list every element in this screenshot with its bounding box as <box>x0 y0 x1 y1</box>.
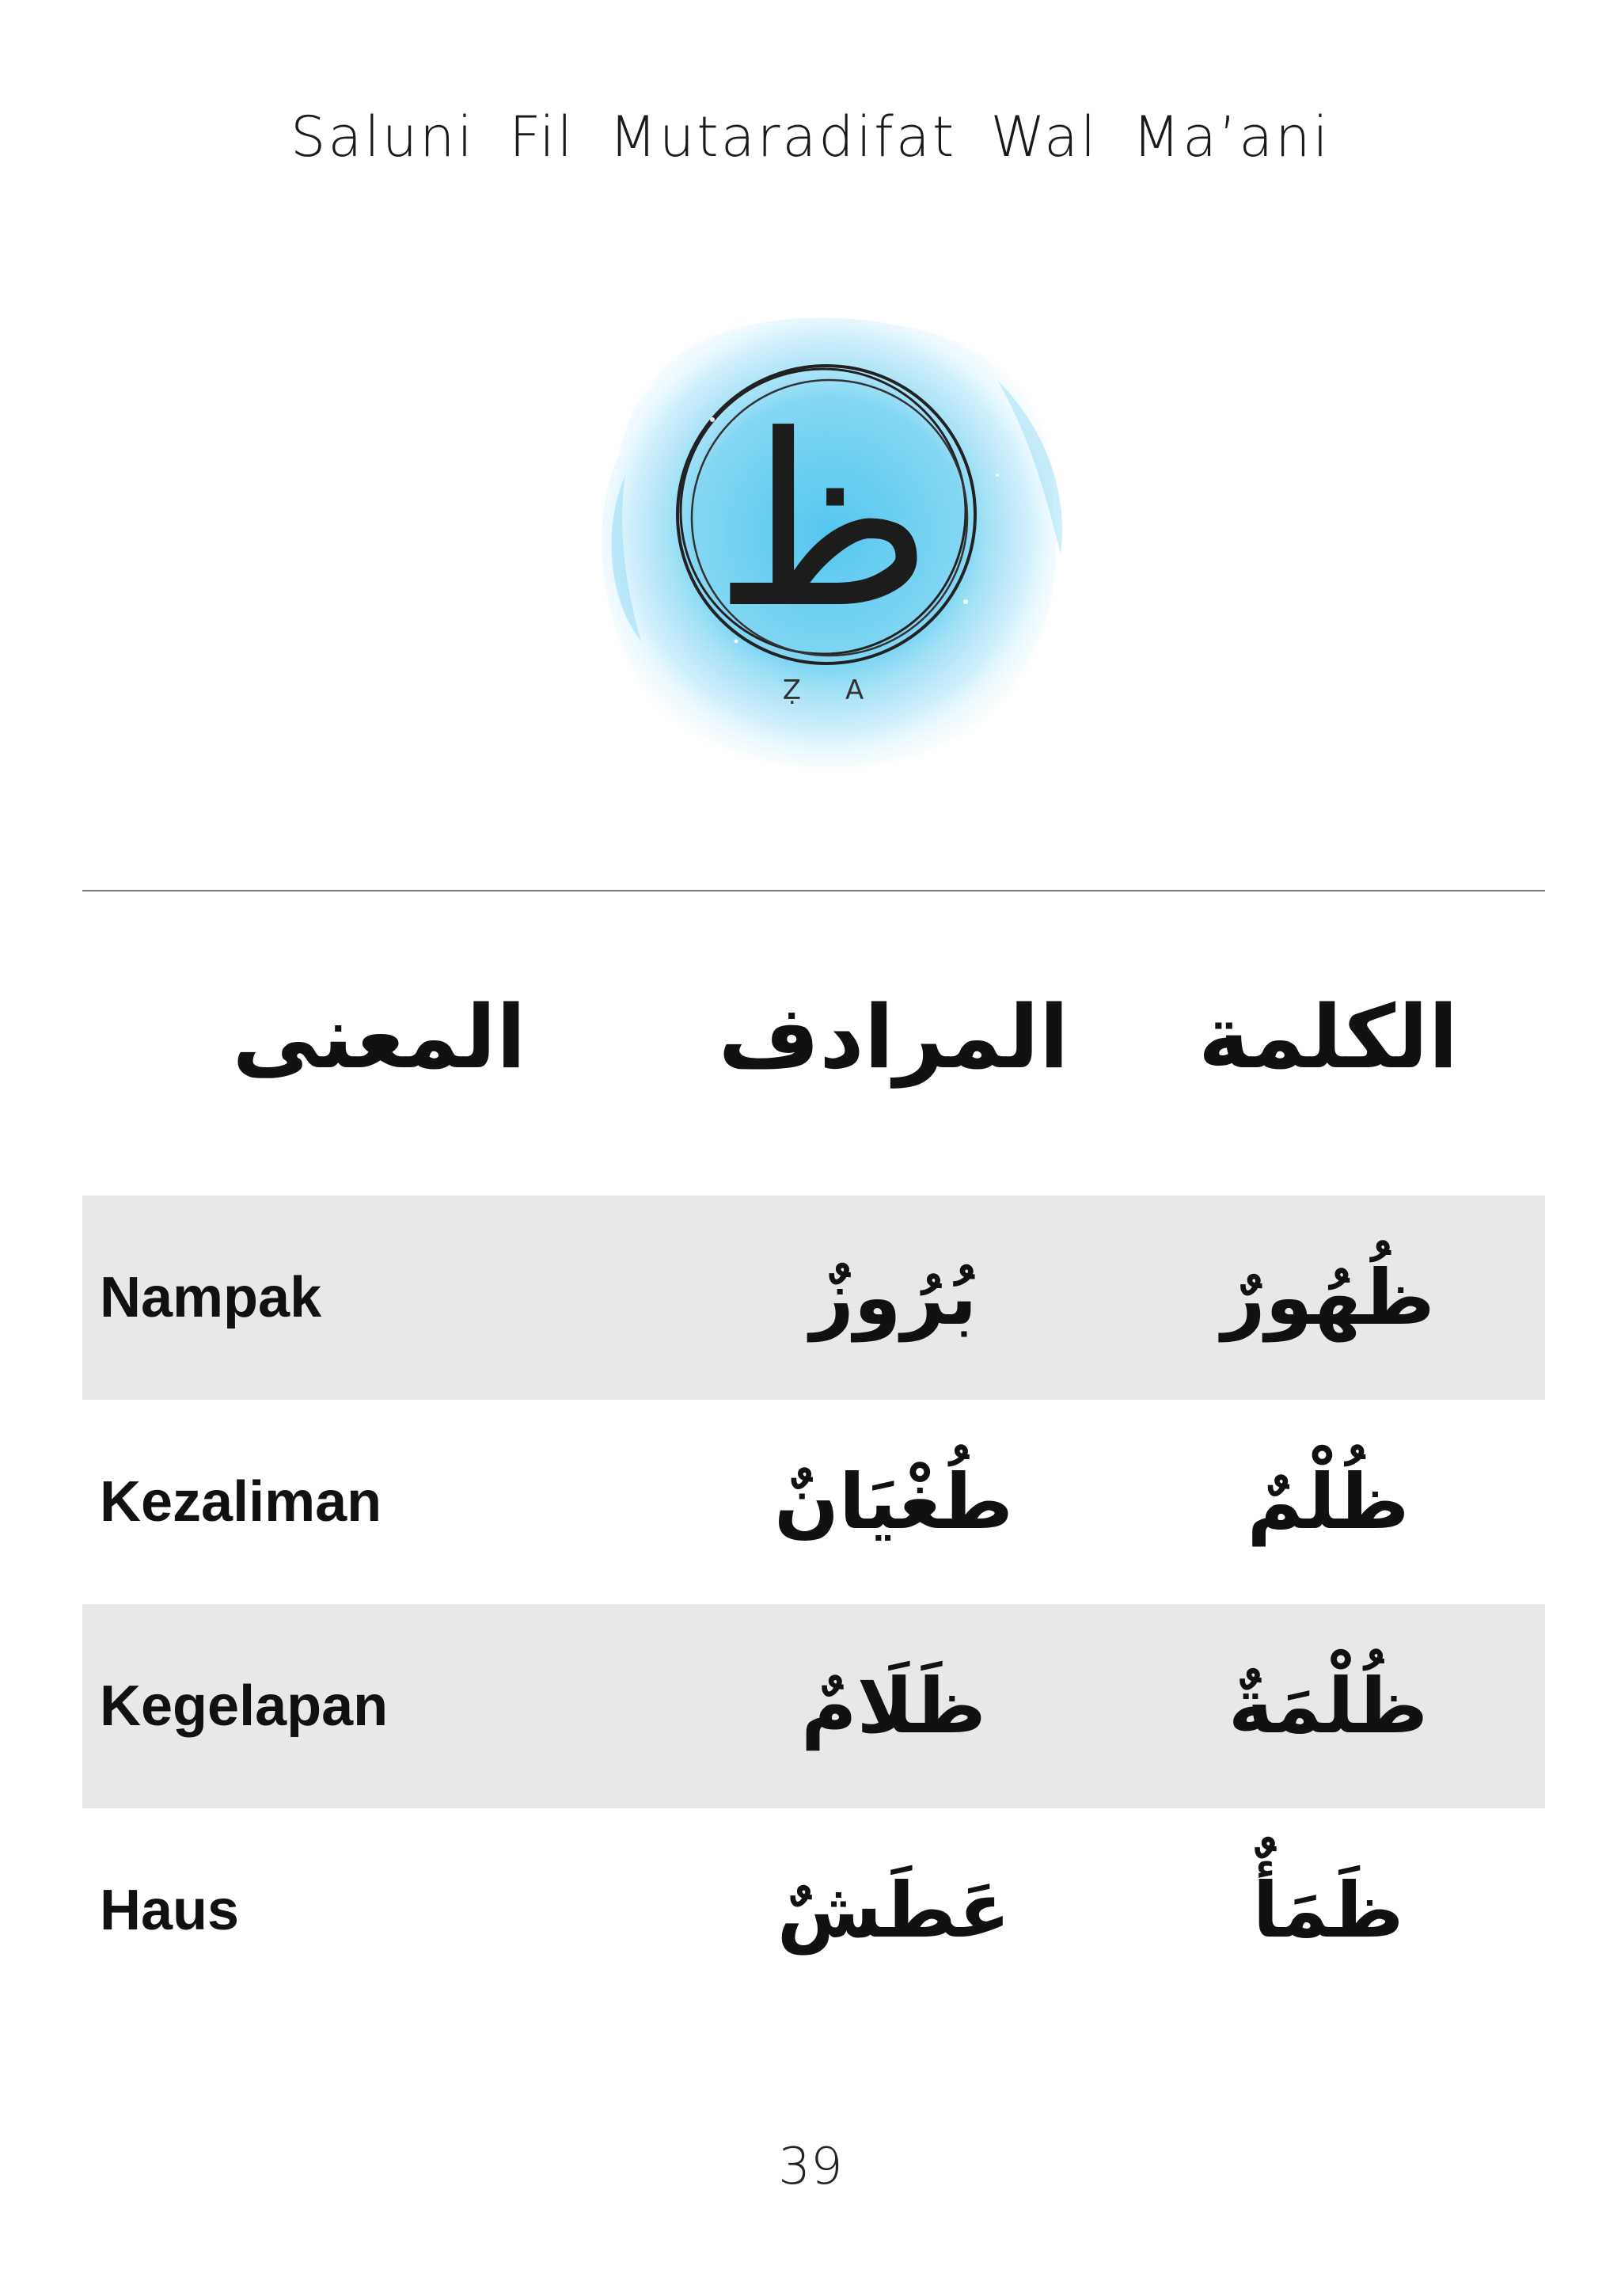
meaning-cell: Kezaliman <box>100 1470 382 1534</box>
section-divider <box>82 890 1545 891</box>
header-word: الكلمة <box>1198 986 1459 1088</box>
synonym-cell: بُرُوزٌ <box>810 1253 978 1342</box>
table-row <box>82 1604 1545 1808</box>
page-header-title: Saluni Fil Mutaradifat Wal Ma’ani <box>290 105 1331 169</box>
table-row <box>82 1808 1545 2013</box>
header-meaning: المعنى <box>232 986 526 1088</box>
letter-emblem <box>554 269 1092 808</box>
synonym-cell: عَطَشٌ <box>776 1866 1011 1955</box>
table-header-row <box>82 934 1545 1196</box>
synonym-table <box>82 934 1545 2013</box>
synonym-cell: طُغْيَانٌ <box>774 1458 1013 1546</box>
emblem-transliteration: ẒA <box>782 675 909 706</box>
meaning-cell: Haus <box>100 1879 240 1942</box>
word-cell: ظَمَأٌ <box>1252 1866 1404 1955</box>
word-cell: ظُلْمَةٌ <box>1228 1662 1429 1751</box>
word-cell: ظُلْمٌ <box>1247 1458 1410 1546</box>
word-cell: ظُهُورٌ <box>1221 1253 1435 1342</box>
table-row <box>82 1400 1545 1604</box>
synonym-cell: ظَلَامٌ <box>801 1662 986 1751</box>
header-synonym: المرادف <box>718 986 1069 1088</box>
meaning-cell: Kegelapan <box>100 1674 389 1738</box>
page-number: 39 <box>778 2138 843 2196</box>
emblem-letter: ظ <box>713 384 933 660</box>
meaning-cell: Nampak <box>100 1266 322 1329</box>
table-row <box>82 1196 1545 1400</box>
